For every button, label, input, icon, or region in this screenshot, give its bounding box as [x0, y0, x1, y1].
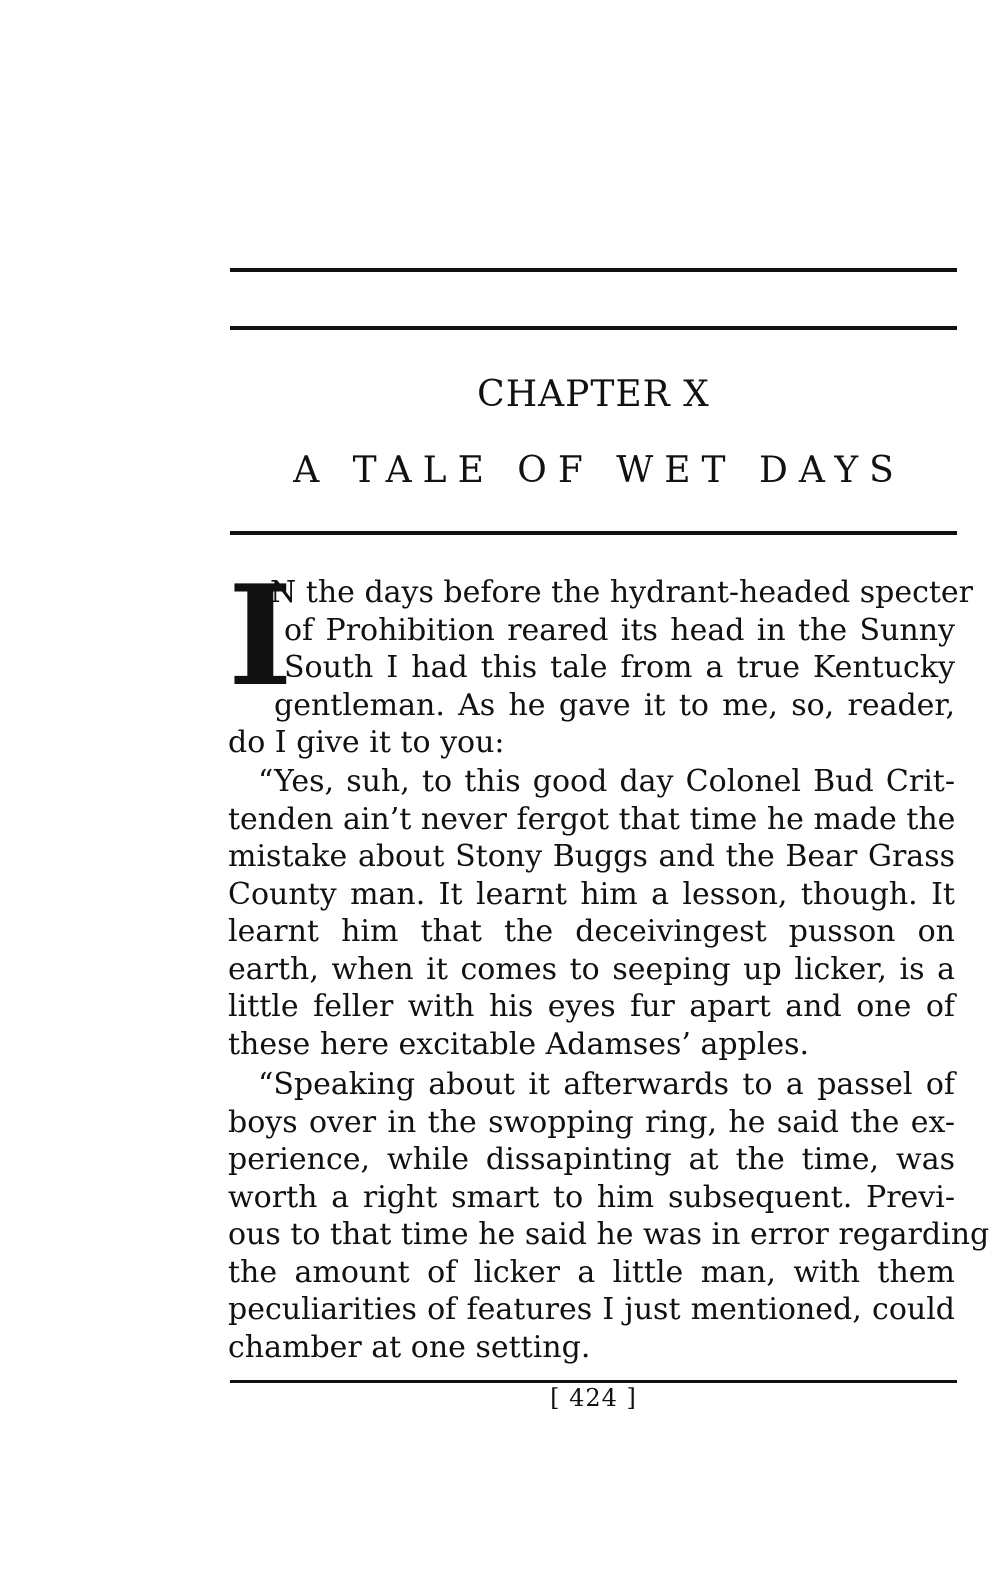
- paragraph-line: peculiarities of features I just mentioned, could: [228, 1292, 955, 1327]
- paragraph-line: the amount of licker a little man, with them: [228, 1254, 955, 1290]
- paragraph-line: do I give it to you:: [228, 725, 505, 760]
- third-paragraph: [228, 1066, 990, 1366]
- paragraph-line: of Prohibition reared its head in the Sunny: [284, 612, 955, 648]
- paragraph-line: worth a right smart to him subsequent. Previ-: [228, 1179, 955, 1215]
- title-rule: [230, 531, 957, 535]
- paragraph-line: “Yes, suh, to this good day Colonel Bud Crit-: [258, 764, 955, 799]
- paragraph-line: little feller with his eyes fur apart and one of: [228, 989, 955, 1024]
- top-rule-lower: [230, 326, 957, 330]
- paragraph-line: tenden ain’t never fergot that time he made the: [228, 801, 956, 837]
- paragraph-line: “Speaking about it afterwards to a passel of: [258, 1067, 955, 1102]
- paragraph-line: South I had this tale from a true Kentucky: [284, 650, 955, 685]
- second-paragraph: [228, 763, 955, 1063]
- paragraph-line: County man. It learnt him a lesson, though. It: [228, 876, 955, 912]
- paragraph-line: ous to that time he said he was in error regarding: [228, 1217, 990, 1252]
- paragraph-line: learnt him that the deceivingest pusson on: [228, 914, 955, 949]
- top-rule-upper: [230, 268, 957, 272]
- paragraph-line: chamber at one setting.: [228, 1329, 591, 1365]
- paragraph-line: boys over in the swopping ring, he said the ex-: [228, 1104, 955, 1140]
- intro-paragraph: [228, 554, 974, 762]
- footer-rule: [230, 1380, 957, 1383]
- drop-cap: I: [228, 554, 293, 717]
- paragraph-line: N the days before the hydrant-headed specter: [270, 575, 974, 610]
- paragraph-line: perience, while dissapinting at the time, was: [228, 1142, 955, 1177]
- chapter-title: A TALE OF WET DAYS: [293, 450, 905, 491]
- chapter-number: CHAPTER X: [477, 374, 710, 415]
- paragraph-line: mistake about Stony Buggs and the Bear Grass: [228, 839, 955, 874]
- paragraph-line: earth, when it comes to seeping up licker, is a: [228, 951, 955, 987]
- page-number: [ 424 ]: [550, 1384, 637, 1412]
- paragraph-line: gentleman. As he gave it to me, so, reader,: [274, 687, 955, 723]
- paragraph-line: these here excitable Adamses’ apples.: [228, 1026, 810, 1062]
